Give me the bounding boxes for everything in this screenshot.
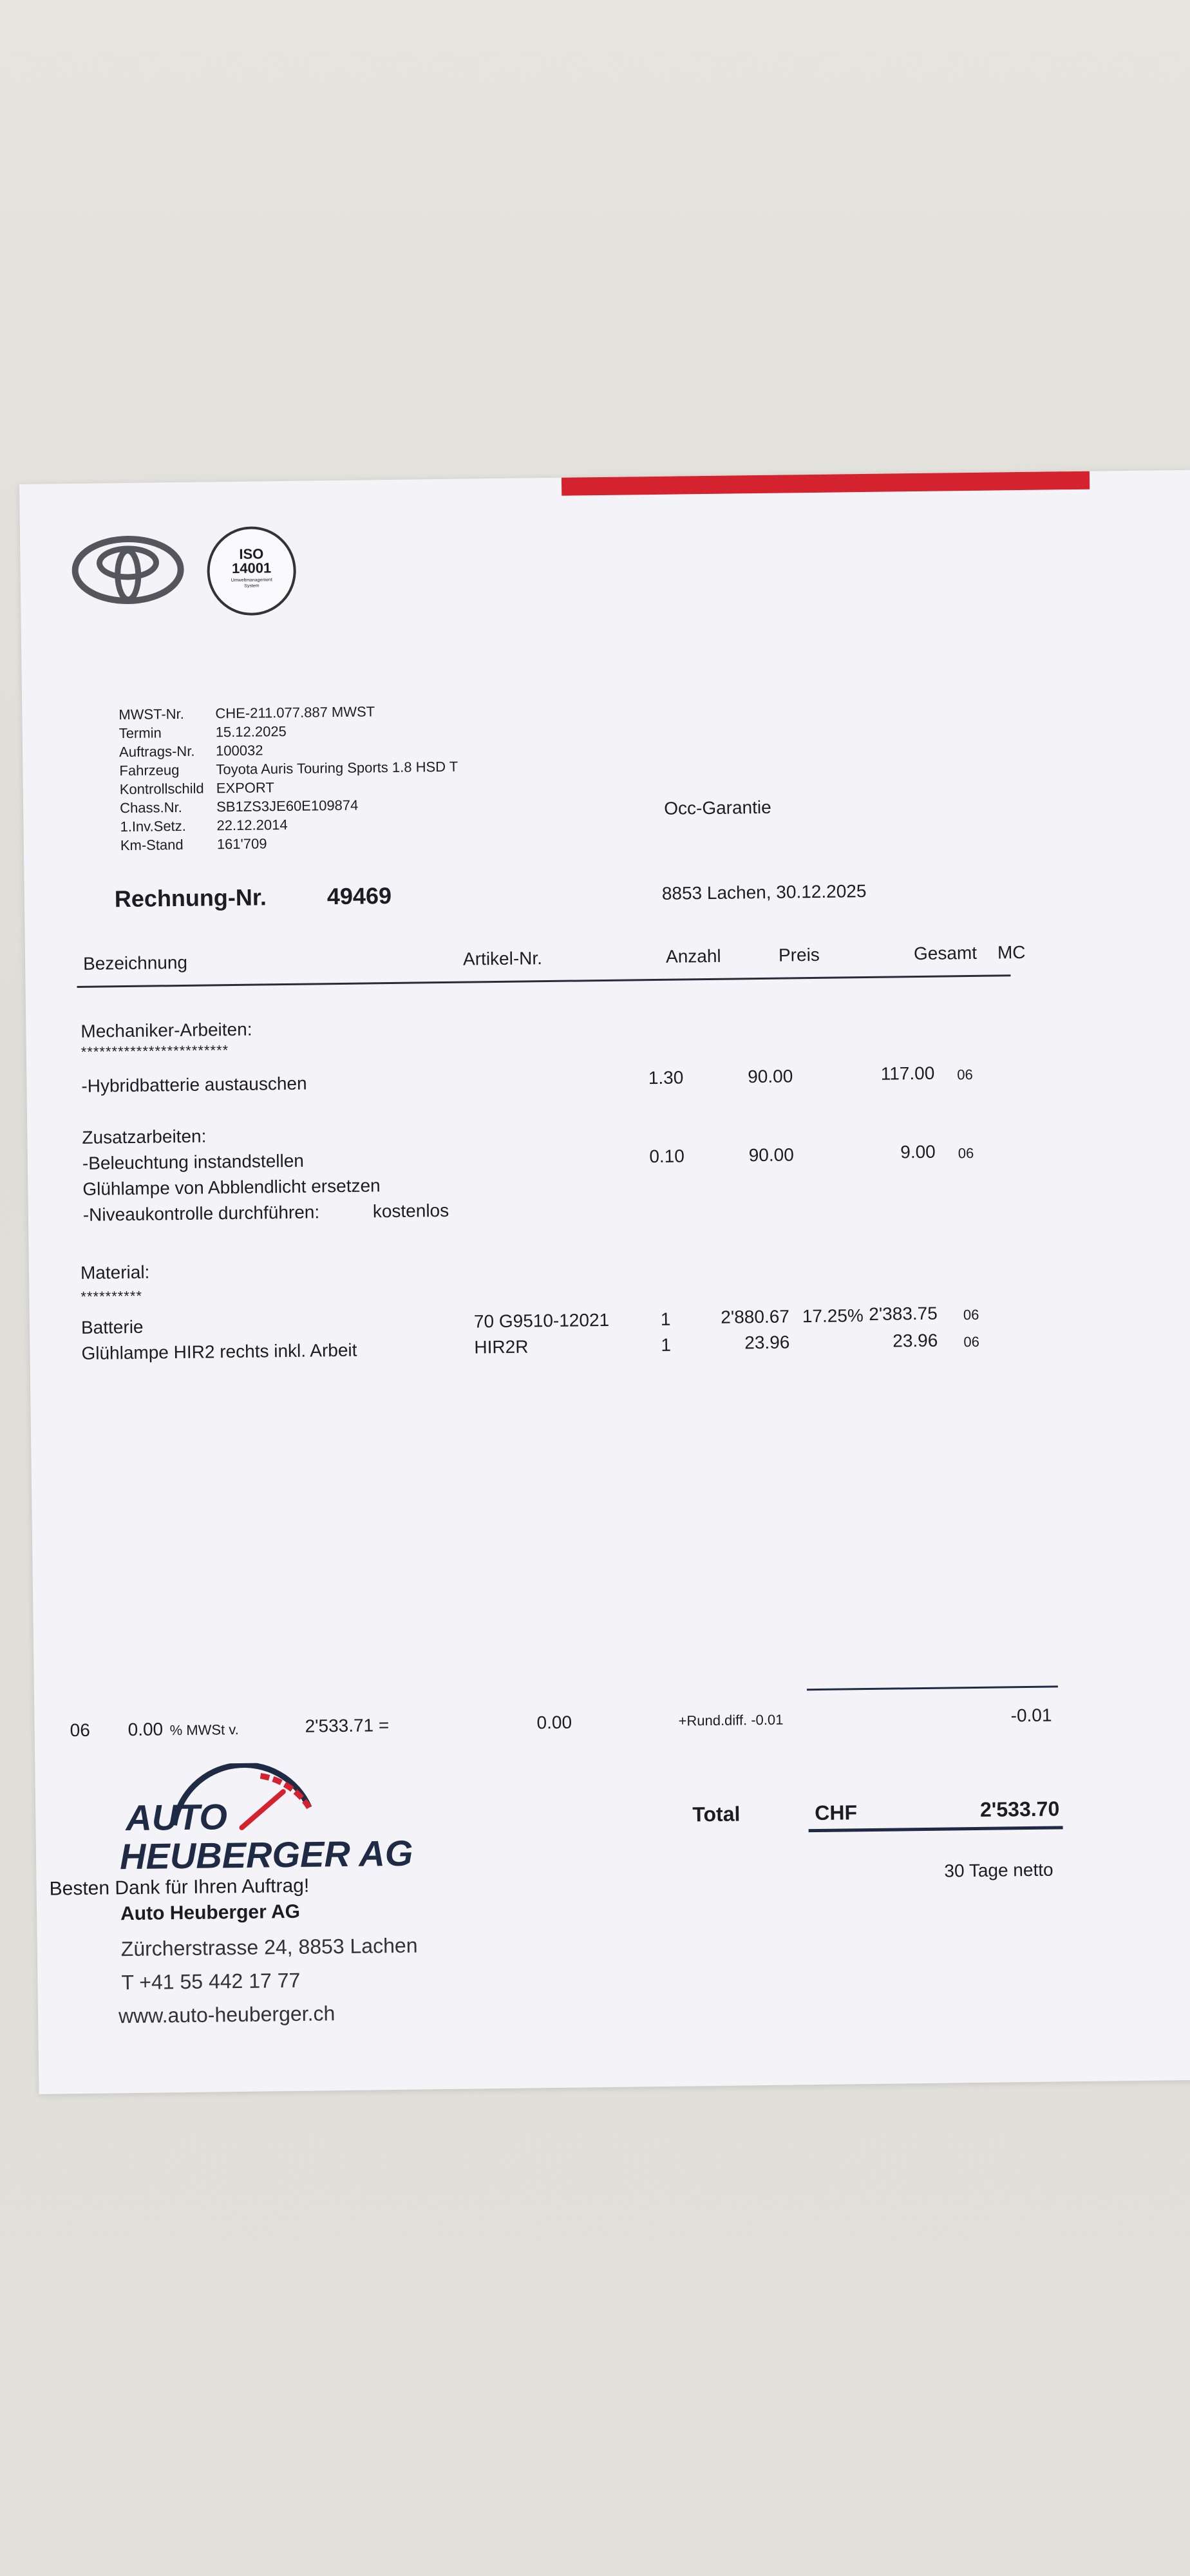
line-mc: 06 xyxy=(963,1306,979,1323)
heuberger-logo-line2: HEUBERGER AG xyxy=(119,1832,413,1877)
company-address: Zürcherstrasse 24, 8853 Lachen xyxy=(120,1933,418,1961)
total-amount: 2'533.70 xyxy=(979,1797,1060,1821)
line-total: 9.00 xyxy=(900,1141,936,1162)
section-material-stars: ********** xyxy=(80,1287,143,1305)
total-underline xyxy=(809,1826,1063,1832)
iso-14001-badge xyxy=(207,526,297,616)
guarantee-note: Occ-Garantie xyxy=(664,797,771,819)
table-header xyxy=(77,942,1026,988)
company-web[interactable]: www.auto-heuberger.ch xyxy=(118,2002,335,2028)
red-accent-bar xyxy=(562,471,1090,496)
line-price: 90.00 xyxy=(748,1144,794,1166)
section-mechanic-stars: ************************ xyxy=(80,1042,229,1060)
iso-line4: System xyxy=(244,583,260,589)
col-artikel: Artikel-Nr. xyxy=(462,948,543,969)
info-value: 15.12.2025 xyxy=(215,723,287,741)
info-row xyxy=(120,832,459,855)
invoice-sheet xyxy=(19,470,1190,2094)
line-desc: Glühlampe HIR2 rechts inkl. Arbeit xyxy=(81,1340,357,1363)
line-price: 23.96 xyxy=(744,1332,790,1353)
line-price: 90.00 xyxy=(748,1066,793,1087)
line-total: 23.96 xyxy=(892,1330,938,1351)
invoice-place-date: 8853 Lachen, 30.12.2025 xyxy=(661,880,867,904)
info-label: 1.Inv.Setz. xyxy=(120,817,186,835)
line-qty: 0.10 xyxy=(649,1146,685,1167)
toyota-logo-icon xyxy=(71,534,185,606)
rounding-label: +Rund.diff. -0.01 xyxy=(678,1711,784,1729)
info-label: Kontrollschild xyxy=(119,780,204,798)
col-bezeichnung: Bezeichnung xyxy=(82,952,188,974)
info-value: Toyota Auris Touring Sports 1.8 HSD T xyxy=(216,758,458,778)
line-mc: 06 xyxy=(963,1333,980,1350)
info-label: Km-Stand xyxy=(120,836,184,854)
info-label: MWST-Nr. xyxy=(118,705,184,723)
info-value: EXPORT xyxy=(216,779,274,797)
col-anzahl: Anzahl xyxy=(665,945,721,967)
info-value: 100032 xyxy=(215,742,263,759)
total-label: Total xyxy=(692,1802,741,1826)
invoice-label: Rechnung-Nr. xyxy=(114,884,267,913)
company-phone: T +41 55 442 17 77 xyxy=(121,1968,301,1994)
line-desc: Batterie xyxy=(80,1316,144,1338)
line-discount: 17.25% xyxy=(802,1305,864,1327)
iso-line3: Umweltmanagement xyxy=(231,578,272,583)
info-value: CHE-211.077.887 MWST xyxy=(215,703,375,722)
section-mechanic-title: Mechaniker-Arbeiten: xyxy=(80,1019,252,1041)
info-value: 22.12.2014 xyxy=(216,816,288,834)
subtotal-rule xyxy=(807,1685,1058,1690)
info-value: SB1ZS3JE60E109874 xyxy=(216,797,359,815)
company-name: Auto Heuberger AG xyxy=(120,1900,301,1925)
line-qty: 1 xyxy=(660,1309,671,1329)
info-label: Termin xyxy=(118,724,162,742)
line-price: 2'880.67 xyxy=(721,1306,790,1327)
line-qty: 1 xyxy=(661,1334,672,1355)
line-qty: 1.30 xyxy=(648,1067,684,1088)
iso-line1: ISO xyxy=(239,545,264,562)
line-total: 117.00 xyxy=(880,1063,935,1084)
vehicle-info xyxy=(118,701,459,855)
info-value: 161'709 xyxy=(216,835,267,853)
line-article: HIR2R xyxy=(474,1336,529,1358)
line-mc: 06 xyxy=(958,1144,974,1162)
info-label: Chass.Nr. xyxy=(119,799,182,817)
col-gesamt: Gesamt xyxy=(913,942,978,964)
tax-code: 06 xyxy=(70,1719,90,1741)
col-preis: Preis xyxy=(778,944,820,965)
iso-line2: 14001 xyxy=(231,560,272,576)
thanks-text: Besten Dank für Ihren Auftrag! xyxy=(49,1875,310,1900)
info-label: Fahrzeug xyxy=(119,761,180,779)
invoice-number: 49469 xyxy=(326,882,392,910)
rounding-value: -0.01 xyxy=(1010,1705,1052,1726)
tax-amount: 0.00 xyxy=(536,1712,572,1733)
line-desc: Glühlampe von Abblendlicht ersetzen xyxy=(82,1175,381,1199)
total-currency: CHF xyxy=(815,1801,858,1825)
line-desc: -Hybridbatterie austauschen xyxy=(81,1073,307,1096)
col-mc: MC xyxy=(997,942,1026,963)
tax-rate-unit: % MWSt v. xyxy=(169,1721,239,1739)
line-note: kostenlos xyxy=(372,1200,449,1222)
line-desc: -Beleuchtung instandstellen xyxy=(82,1150,305,1173)
line-total: 2'383.75 xyxy=(869,1303,938,1324)
section-extra-title: Zusatzarbeiten: xyxy=(82,1126,207,1148)
line-article: 70 G9510-12021 xyxy=(473,1309,610,1332)
info-label: Auftrags-Nr. xyxy=(118,743,195,761)
line-desc: -Niveaukontrolle durchführen: xyxy=(82,1202,320,1225)
payment-terms: 30 Tage netto xyxy=(944,1859,1053,1881)
heuberger-logo-line1: AUTO xyxy=(125,1796,228,1839)
tax-base: 2'533.71 = xyxy=(305,1715,390,1736)
section-material-title: Material: xyxy=(80,1262,150,1283)
tax-rate: 0.00 xyxy=(128,1719,164,1740)
line-mc: 06 xyxy=(957,1066,973,1083)
